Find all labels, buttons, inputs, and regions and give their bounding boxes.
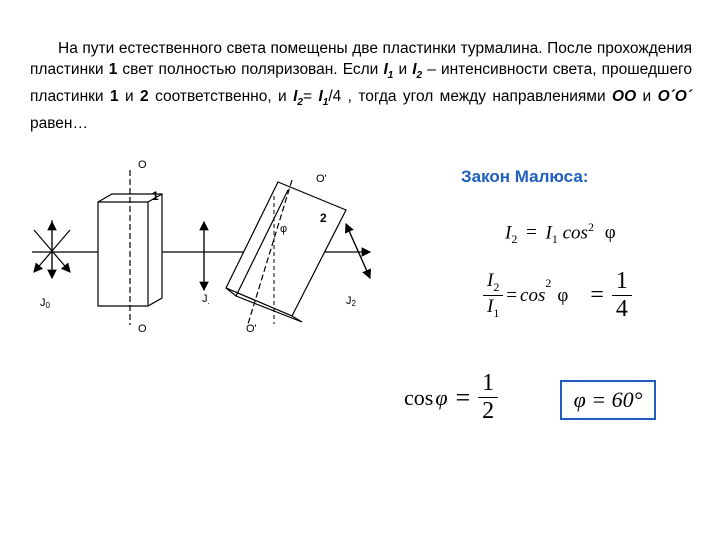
problem-text: и xyxy=(118,88,141,106)
problem-text: равен… xyxy=(30,115,88,133)
polarizer-diagram xyxy=(30,150,430,350)
problem-text: свет полностью поляризован. Если xyxy=(117,61,384,78)
label-J1: J. xyxy=(202,293,210,306)
problem-text: , тогда угол между направлениями xyxy=(341,88,613,106)
label-plate-1: 1 xyxy=(152,189,159,203)
label-J0: J0 xyxy=(40,297,50,310)
quarter-fraction: $\frac{1}{4}$ xyxy=(612,268,632,323)
answer-box xyxy=(560,380,656,420)
problem-text: соответственно, и xyxy=(148,88,294,106)
plate-1-ref: 1 xyxy=(108,61,118,78)
problem-text: и xyxy=(393,61,413,78)
plate-1-ref: 1 xyxy=(109,88,119,106)
problem-text: – интенсивности света, прошедшего пластинки xyxy=(30,61,692,106)
problem-statement xyxy=(30,38,692,134)
problem-text: На пути естественного света помещены две пластинки турмалина. После прохождения пластинки xyxy=(30,40,692,78)
answer-value: φ = 60° xyxy=(573,387,643,412)
label-Op-bottom: O' xyxy=(246,323,257,335)
label-Op-top: O' xyxy=(316,173,327,185)
formula-malus: $I_2 = I_1$ $\cos^2 \varphi$ xyxy=(505,220,616,247)
malus-law-heading: Закон Малюса: xyxy=(461,167,589,186)
label-plate-2: 2 xyxy=(320,211,327,225)
intensity-I1: $I_1$ xyxy=(383,61,394,82)
natural-light-arrows xyxy=(34,220,70,278)
condition-equation: $I_2= I_1/4$ xyxy=(293,88,342,109)
formula-cos: cos φ = $\frac{1}{2}$ xyxy=(404,370,498,425)
label-J2: J2 xyxy=(346,295,356,308)
intensity-I2: $I_2$ xyxy=(412,61,423,82)
label-O-top: O xyxy=(138,159,147,171)
half-fraction: $\frac{1}{2}$ xyxy=(478,370,498,425)
plate-2-ref: 2 xyxy=(140,88,149,106)
direction-OpOp: O´O´ xyxy=(657,88,693,106)
problem-text: и xyxy=(636,88,658,106)
formula-ratio: $\frac{I_2}{I_1}$ = cos $^2$ φ = $\frac{1}{4}$ xyxy=(483,268,632,323)
label-phi: φ xyxy=(280,223,288,235)
direction-OO: OO xyxy=(612,88,637,106)
ratio-fraction: $\frac{I_2}{I_1}$ xyxy=(483,270,503,321)
label-O-bottom: O xyxy=(138,323,147,335)
